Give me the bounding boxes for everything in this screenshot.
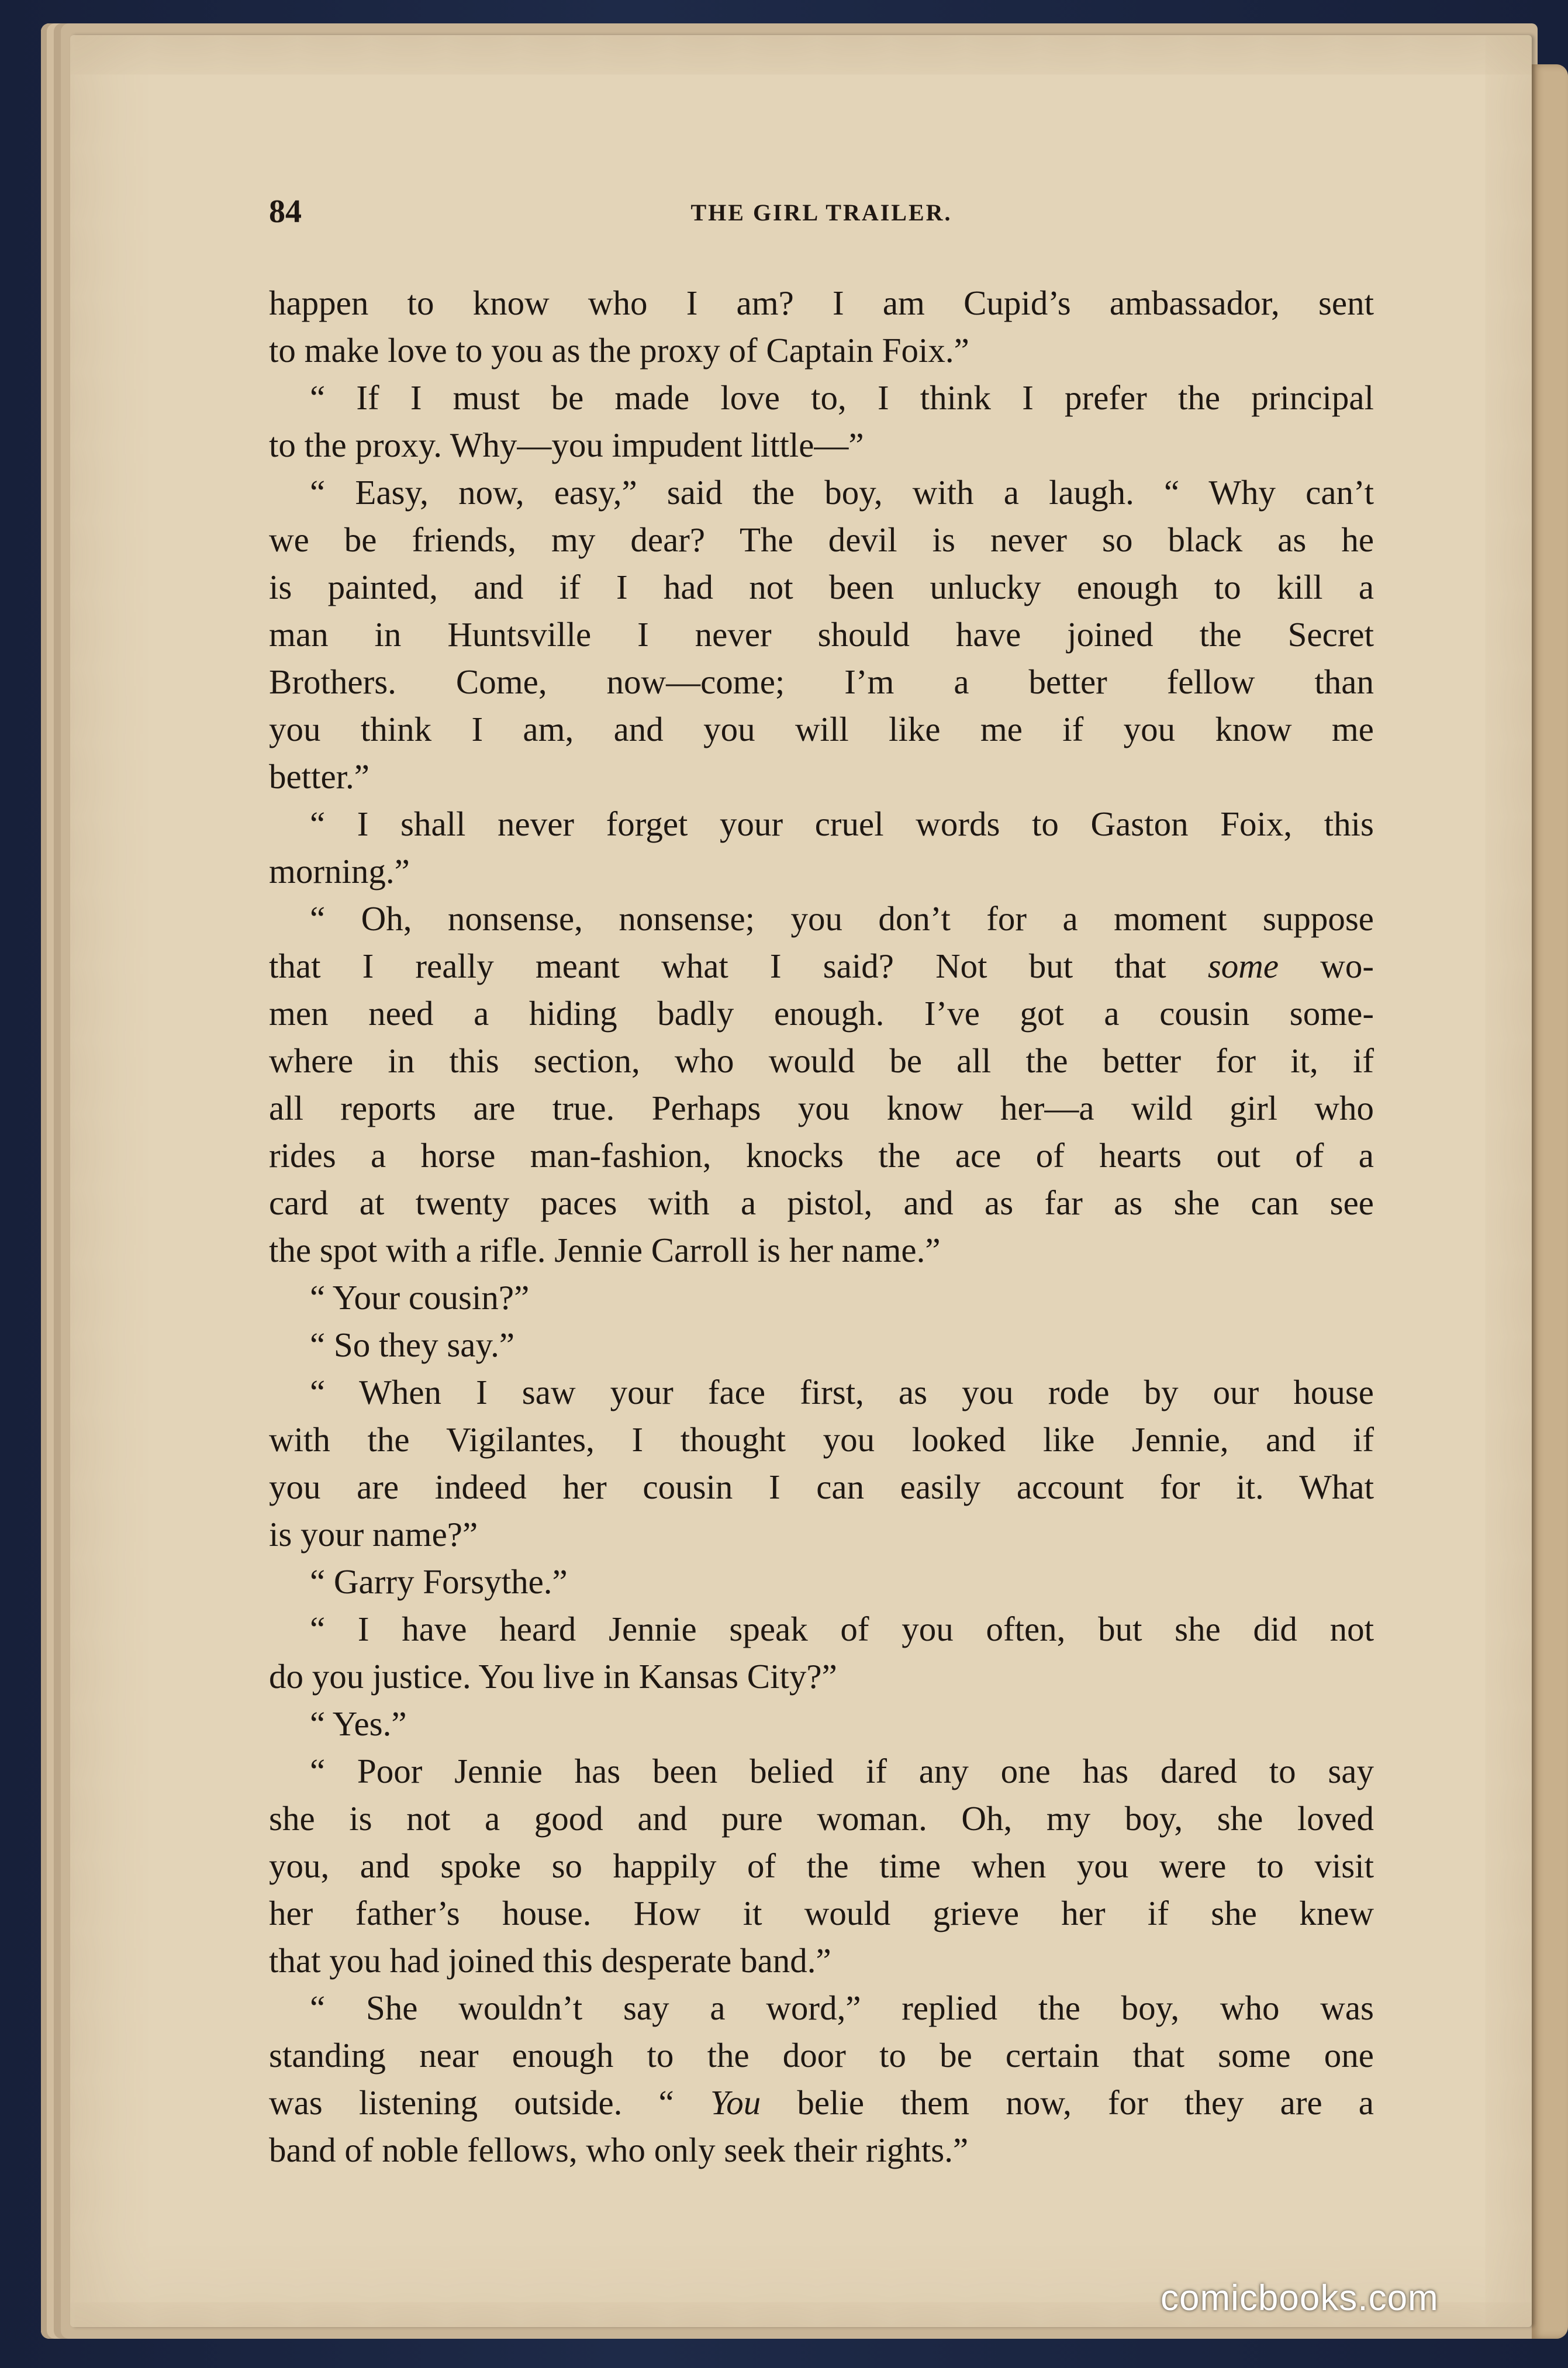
text-line [269,1606,1374,1653]
watermark: comicbooks.com [1161,2278,1439,2318]
text-segment: band of noble fellows, who only seek their rights.” [269,2131,969,2169]
text-segment: you are indeed her cousin I can easily account for it. What [269,1468,1374,1506]
text-line [269,658,1374,706]
text-line [269,374,1374,422]
text-line [269,943,1374,990]
text-line [269,1463,1374,1511]
text-segment: do you justice. You live in Kansas City?” [269,1657,837,1696]
text-segment: “ She wouldn’t say a word,” replied the boy, who was [310,1989,1374,2027]
text-line [269,611,1374,658]
text-line [269,1984,1374,2032]
text-line [269,800,1374,848]
text-segment: wo- [1279,947,1374,985]
text-segment: Brothers. Come, now—come; I’m a better fellow than [269,662,1374,701]
page-header [269,193,1374,240]
text-segment: “ Garry Forsythe.” [310,1562,568,1601]
text-line [269,422,1374,469]
text-line [269,1653,1374,1700]
text-segment: “ Poor Jennie has been belied if any one has dared to say [310,1752,1374,1790]
text-segment: the spot with a rifle. Jennie Carroll is her name.” [269,1231,941,1269]
text-segment: we be friends, my dear? The devil is never so black as he [269,520,1374,559]
text-line [269,1700,1374,1748]
text-line [269,1369,1374,1416]
text-line [269,990,1374,1037]
text-line [269,279,1374,327]
text-segment: to make love to you as the proxy of Captain Foix.” [269,331,969,370]
text-line [269,2032,1374,2079]
text-line [269,1085,1374,1132]
text-segment: men need a hiding badly enough. I’ve got a cousin some- [269,994,1374,1033]
text-segment: was listening outside. “ [269,2083,710,2122]
text-segment: “ Yes.” [310,1704,407,1743]
text-line [269,327,1374,374]
text-line [269,1037,1374,1085]
running-title: THE GIRL TRAILER. [690,199,952,226]
text-segment: morning.” [269,852,410,890]
text-segment: happen to know who I am? I am Cupid’s ambassador, sent [269,284,1374,322]
text-line [269,895,1374,943]
text-line [269,1937,1374,1984]
page-number: 84 [269,194,302,230]
text-segment: better.” [269,757,369,796]
text-line [269,1227,1374,1274]
body-text [269,279,1374,2174]
facing-page-edge [1532,64,1568,2339]
text-line [269,2079,1374,2127]
text-segment: with the Vigilantes, I thought you looked like Jennie, and if [269,1420,1374,1459]
text-line [269,1274,1374,1321]
text-line [269,1558,1374,1606]
text-segment: standing near enough to the door to be certain that some one [269,2036,1374,2074]
text-segment: is painted, and if I had not been unlucky enough to kill a [269,568,1374,606]
text-line [269,1748,1374,1795]
text-segment: rides a horse man-fashion, knocks the ace of hearts out of a [269,1136,1374,1175]
text-segment: she is not a good and pure woman. Oh, my boy, she loved [269,1799,1374,1838]
text-line [269,706,1374,753]
italic-text: You [710,2083,761,2122]
text-segment: “ I have heard Jennie speak of you often, but she did not [310,1610,1374,1648]
text-segment: “ I shall never forget your cruel words to Gaston Foix, this [310,805,1374,843]
text-line [269,848,1374,895]
text-line [269,1511,1374,1558]
text-segment: man in Huntsville I never should have joined the Secret [269,615,1374,654]
text-line [269,1321,1374,1369]
text-line [269,1795,1374,1842]
text-line [269,1842,1374,1890]
text-segment: is your name?” [269,1515,478,1554]
text-line [269,1132,1374,1179]
text-segment: “ Oh, nonsense, nonsense; you don’t for a moment suppose [310,899,1374,938]
text-line [269,1890,1374,1937]
text-line [269,1179,1374,1227]
text-line [269,1416,1374,1463]
text-segment: you think I am, and you will like me if you know me [269,710,1374,748]
text-segment: “ Your cousin?” [310,1278,530,1317]
text-line [269,469,1374,516]
text-segment: where in this section, who would be all the better for it, if [269,1041,1374,1080]
text-segment: “ Easy, now, easy,” said the boy, with a laugh. “ Why can’t [310,473,1374,512]
text-line [269,516,1374,564]
text-segment: to the proxy. Why—you impudent little—” [269,426,864,464]
text-line [269,753,1374,800]
text-segment: belie them now, for they are a [761,2083,1374,2122]
text-segment: you, and spoke so happily of the time when you were to visit [269,1846,1374,1885]
text-segment: that you had joined this desperate band.” [269,1941,831,1980]
text-segment: that I really meant what I said? Not but that [269,947,1208,985]
text-line [269,564,1374,611]
italic-text: some [1207,947,1279,985]
text-segment: “ If I must be made love to, I think I prefer the principal [310,378,1374,417]
text-segment: all reports are true. Perhaps you know her—a wild girl who [269,1089,1374,1127]
text-segment: “ When I saw your face first, as you rode by our house [310,1373,1374,1411]
text-line [269,2127,1374,2174]
text-segment: her father’s house. How it would grieve her if she knew [269,1894,1374,1932]
text-segment: “ So they say.” [310,1325,515,1364]
text-segment: card at twenty paces with a pistol, and as far as she can see [269,1183,1374,1222]
